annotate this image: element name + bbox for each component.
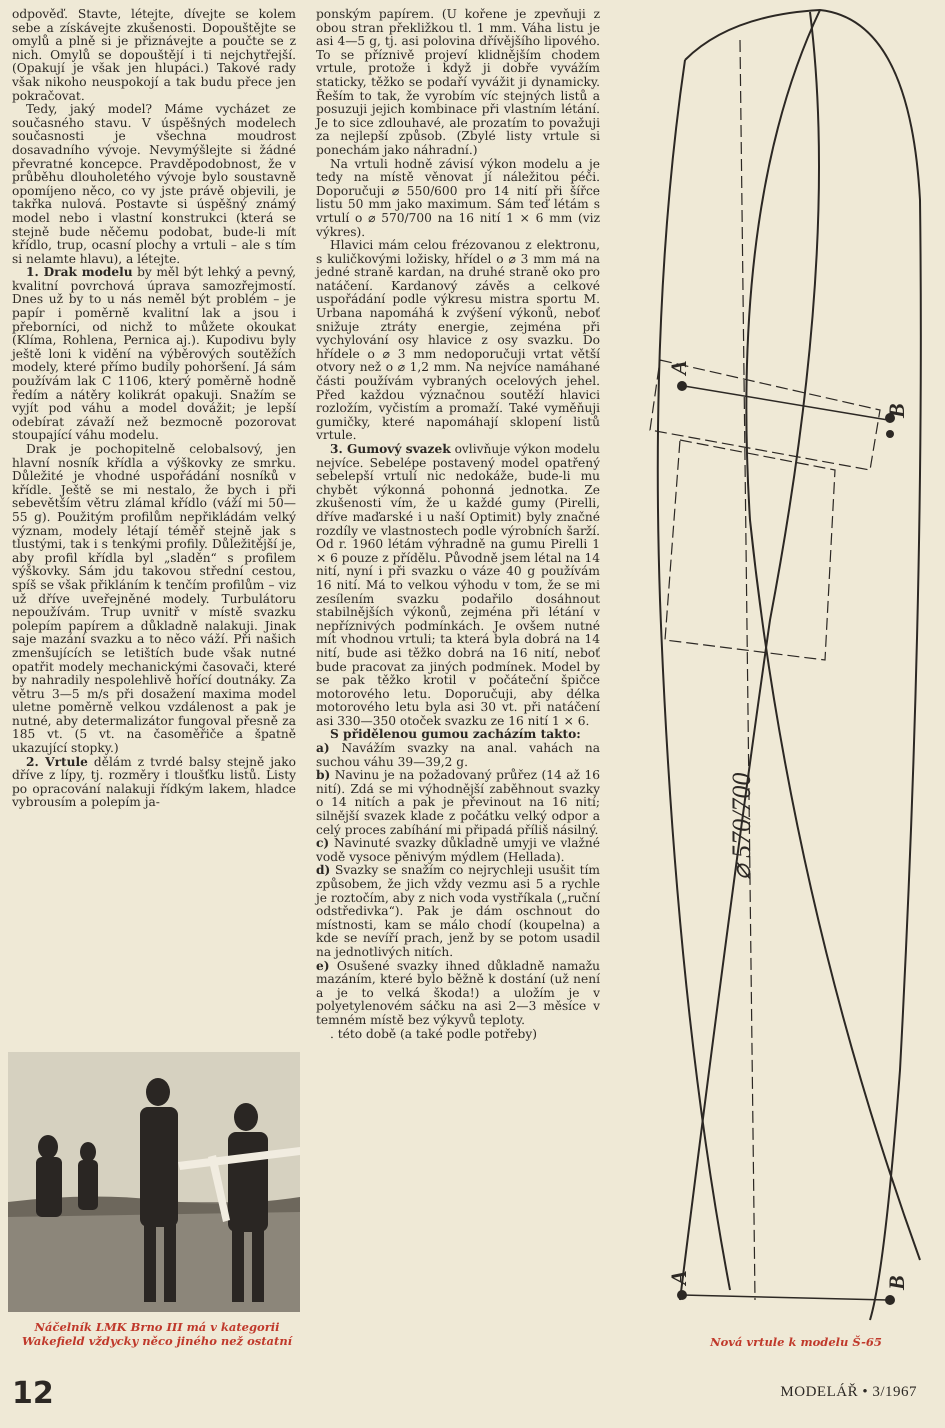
paragraph (316, 8, 600, 158)
magazine-footer: MODELÁŘ • 3/1967 (780, 1384, 917, 1400)
point-b-bottom-icon (885, 1295, 895, 1305)
label-b-top: B (884, 403, 909, 418)
paragraph-heading: 2. Vrtule (26, 754, 88, 769)
paragraph (316, 960, 600, 1028)
propeller-blade-outline-left (658, 60, 730, 1290)
text-column-left (12, 8, 296, 810)
point-b-top-icon-2 (886, 430, 894, 438)
photo-image (8, 1052, 300, 1312)
text-column-middle (316, 8, 600, 1041)
paragraph-heading: c) (316, 836, 330, 851)
paragraph-heading: S přidělenou gumou zacházím takto: (330, 727, 581, 742)
paragraph (12, 756, 296, 810)
paragraph-text: dělám z tvrdé balsy stejně jako dříve z lípy, tj. rozměry i tloušťku listů. Listy po opracování nalakuji řídkým lakem, hladce vybrousím a polepím ja- (12, 754, 296, 810)
paragraph-heading: b) (316, 768, 331, 783)
paragraph-text: Drak je pochopitelně celobalsový, jen hlavní nosník křídla a výškovky ze smrku. Důležité je vhodné uspořádání nosníků v křídle. Ještě se mi nestalo, že bych i při sebevětším větru zlámal křídlo (váží mi 50—55 g). Použitým profilům nepřikládám velký význam, modely létají téměř stejně jak s tlustými, tak i s tenkými profily. Důležitější je, aby profil křídla byl „sladěn“ s profilem výškovky. Sám jdu takovou střední cestou, spíš se však přikláním k tenčím profilům – viz už dříve uveřejněné modely. Turbulátoru nepoužívám. Trup uvnitř v místě svazku polepím papírem a důkladně nalakuji. Jinak saje mazání svazku a to něco váží. Při našich zmenšujících se letištích bude však nutné opatřit modely mechanickými časovači, které by nahradily nespolehlivě hořící doutnáky. Za větru 3—5 m/s při dosažení maxima model uletne poměrně velkou vzdálenost a pak je nutné, aby determalizátor fungoval přesně za 185 vt. (5 vt. na časoměřiče a špatně ukazující stopky.) (12, 442, 296, 756)
label-a-top: A (666, 360, 691, 375)
paragraph-text: Tedy, jaký model? Máme vycházet ze současného stavu. V úspěšných modelech současnosti je všechna moudrost dosavadního vývoje. Nevymýšlejte si žádné převratné koncepce. Pravděpodobnost, že v průběhu dlouholetého vývoje bylo soustavně opomíjeno něco, co vy jste právě objevili, je takřka nulová. Postavte si úspěšný známý model nebo i vlastní konstrukci (která se stejně bude něčemu podobat, bude-li mít křídlo, trup, ocasní plochy a vrtuli – ale s tím si nelamte hlavu), a létejte. (12, 102, 296, 266)
label-a-bottom: A (666, 1270, 691, 1285)
axis-line-a-b-top (678, 385, 888, 420)
paragraph-text: . této době (a také podle potřeby) (330, 1026, 537, 1041)
label-b-bottom: B (884, 1275, 909, 1290)
paragraph-text: Hlavici mám celou frézovanou z elektronu, s kuličkovými ložisky, hřídel o ⌀ 3 mm má na jedné straně kardan, na druhé straně oko pro natáčení. Kardanový závěs a celkové uspořádání podle výkresu mistra sportu M. Urbana napomáhá k zvýšení výkonů, neboť snižuje ztráty energie, zejména při vychylování osy hlavice z osy svazku. Do hřídele o ⌀ 3 mm nedoporučuji vrtat větší otvory než o ⌀ 1,2 mm. Na nejvíce namáhané části používám vybraných ocelových jehel. Před každou význačnou soutěží hlavici rozložím, vyčistím a promaží. Také vyměňuji gumičky, které napomáhají sklopení listů vrtule. (316, 238, 600, 443)
photo-caption: Náčelník LMK Brno III má v kategorii Wakefield vždycky něco jiného než ostatní (21, 1320, 293, 1348)
propeller-blade-outline-right (685, 10, 921, 1320)
paragraph-heading: d) (316, 863, 331, 878)
hub-outline (650, 360, 880, 470)
paragraph (316, 158, 600, 240)
paragraph (316, 1028, 600, 1042)
paragraph-heading: 1. Drak modelu (26, 265, 133, 280)
page-number: 12 (12, 1376, 54, 1411)
paragraph-text: Osušené svazky ihned důkladně namažu mazáním, které bylo běžně k dostání (už není a je to velká škoda!) a uložím je v polyetylenovém sáčku na asi 2—3 měsíce v temném místě bez výkyvů teploty. (316, 958, 600, 1027)
paragraph-text: Navážím svazky na anal. vahách na suchou váhu 39—39,2 g. (316, 741, 600, 769)
paragraph (316, 443, 600, 728)
paragraph-text: ovlivňuje výkon modelu nejvíce. Sebelépe postavený model opatřený sebelepší vrtulí nic nedokáže, bude-li mu chybět výkonná pohonná jednotka. Ze zkušenosti vím, že u každé gumy (Pirelli, dříve maďarské i u naší Optimit) byly značné rozdíly ve vlastnostech podle výrobních šarží. Od r. 1960 létám výhradně na gumu Pirelli 1 × 6 pouze z přídělu. Původně jsem létal na 14 nití, nyní i při svazku o váze 40 g používám 16 nití. Má to velkou výhodu v tom, že se mi zesílením svazku podařilo dosáhnout stabilnějších výkonů, zejména při létání v nepříznivých podmínkách. Je ovšem nutné mít vhodnou vrtuli; ta která byla dobrá na 14 nití, bude asi těžko dobrá na 16 nití, neboť bude pracovat za jiných podmínek. Model by se pak těžko krotil v počáteční špičce motorového letu. Doporučuji, aby délka motorového letu byla asi 30 vt. při natáčení asi 330—350 otoček svazku ze 16 nití 1 × 6. (316, 442, 600, 728)
paragraph-text: odpověď. Stavte, létejte, dívejte se kolem sebe a získávejte zkušenosti. Dopouštějte se omylů a plně si je přiznávejte a poučte se z nich. Omylů se dopouštějí i ti nejchytřejší. (Opakují je však jen hlupáci.) Takové rady však nikoho neuspokojí a tak budu přece jen pokračovat. (12, 7, 296, 103)
paragraph (316, 864, 600, 959)
paragraph-text: Navinu je na požadovaný průřez (14 až 16 nití). Zdá se mi výhodnější zaběhnout svazky o 14 nitích a pak je převinout na 16 nití; silnější svazek klade z počátku velký odpor a celý proces zabíhání mi připadá příliš násilný. (316, 768, 600, 837)
paragraph-heading: e) (316, 958, 330, 973)
paragraph (12, 443, 296, 756)
paragraph (12, 8, 296, 103)
point-a-top-icon (677, 381, 687, 391)
blade-centerline (740, 40, 755, 1300)
paragraph (316, 837, 600, 864)
propeller-blade-twist-line (746, 10, 920, 1260)
paragraph (316, 728, 600, 742)
paragraph (12, 103, 296, 266)
paragraph (316, 239, 600, 443)
paragraph-heading: a) (316, 741, 330, 756)
photo-modelers (8, 1052, 300, 1312)
drawing-caption: Nová vrtule k modelu Š-65 (710, 1335, 882, 1349)
hub-section (665, 440, 835, 660)
propeller-drawing (620, 0, 945, 1340)
paragraph-text: Na vrtuli hodně závisí výkon modelu a je tedy na místě věnovat jí náležitou péči. Doporučuji ⌀ 550/600 pro 14 nití při šířce listu 50 mm jako maximum. Sám teď létám s vrtulí o ⌀ 570/700 na 16 nití 1 × 6 mm (viz výkres). (316, 156, 600, 239)
paragraph-text: ponským papírem. (U kořene je zpevňuji z obou stran překližkou tl. 1 mm. Váha listu je asi 4—5 g, tj. asi polovina dřívějšího lipového. To se příznivě projeví klidnějším chodem vrtule, protože i když ji dobře vyvážím staticky, těžko se podaří vyvážit ji dynamicky. Řeším to tak, že vyrobím víc stejných listů a posuzuji jejich kombinace při vlastním létání. Je to sice zdlouhavé, ale prozatím to považuji za nejlepší způsob. (Zbylé listy vrtule si ponechám jako náhradní.) (316, 7, 600, 157)
axis-line-a-b-bottom (682, 1295, 888, 1300)
point-a-bottom-icon (677, 1290, 687, 1300)
paragraph (12, 266, 296, 443)
paragraph-heading: 3. Gumový svazek (330, 442, 451, 456)
paragraph-text: Navinuté svazky důkladně umyji ve vlažné vodě vysoce pěnivým mýdlem (Hellada). (316, 836, 600, 864)
paragraph (316, 742, 600, 769)
dimension-label: ⌀ 570/700 (727, 772, 756, 880)
paragraph-text: Svazky se snažím co nejrychleji usušit tím způsobem, že jich vždy vezmu asi 5 a rychle je roztočím, aby z nich voda vystříkala („ruční odstředivka“). Pak je dám oschnout do místnosti, kam se málo chodí (koupelna) a kde se nevíří prach, jenž by se potom usadil na jednotlivých nitích. (316, 863, 600, 959)
paragraph (316, 769, 600, 837)
paragraph-text: by měl být lehký a pevný, kvalitní povrchová úprava samozřejmostí. Dnes už by to u nás neměl být problém – je papír i poměrně kvalitní lak a jsou i přeborníci, od nichž to můžete okoukat (Klíma, Rohlena, Pernica aj.). Kupodivu byly ještě loni k vidění na výběrových soutěžích modely, které přímo budily pohoršení. Já sám používám lak C 1106, který poměrně hodně ředím a nátěry kolikrát opakuji. Snažím se vyjít pod váhu a model dovážit; je lepší odebírat závaží než bezmocně pozorovat stoupající váhu modelu. (12, 265, 296, 443)
